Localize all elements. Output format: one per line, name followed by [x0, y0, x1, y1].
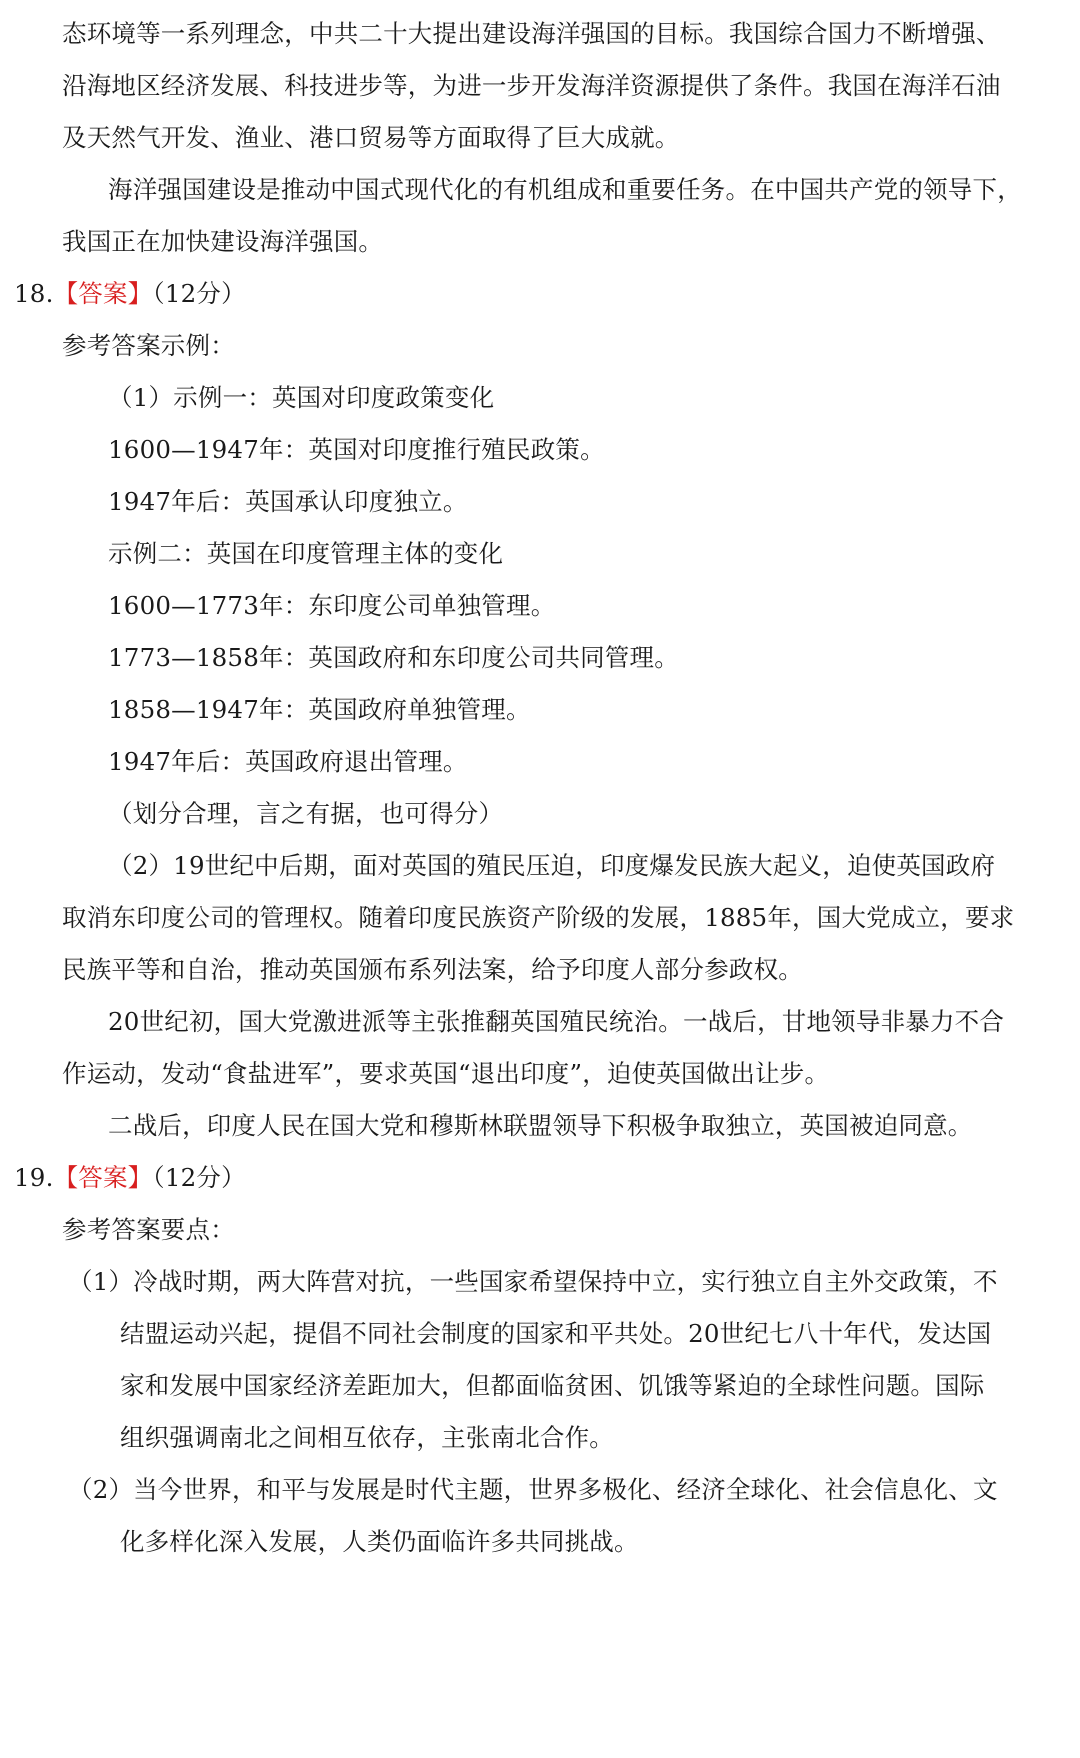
- q18-ex1-item-1: 1600—1947年：英国对印度推行殖民政策。: [108, 435, 605, 464]
- q18-score: （12分）: [152, 279, 246, 308]
- intro-line-3: 及天然气开发、渔业、港口贸易等方面取得了巨大成就。: [62, 123, 680, 152]
- q18-ref-heading: 参考答案示例：: [62, 331, 235, 360]
- q18-ex2-item-4: 1947年后：英国政府退出管理。: [108, 747, 468, 776]
- intro-line-2: 沿海地区经济发展、科技进步等，为进一步开发海洋资源提供了条件。我国在海洋石油: [62, 71, 1001, 100]
- q18-part2-line-1: （2）19世纪中后期，面对英国的殖民压迫，印度爆发民族大起义，迫使英国政府: [108, 851, 996, 880]
- intro-line-1: 态环境等一系列理念，中共二十大提出建设海洋强国的目标。我国综合国力不断增强、: [62, 19, 1001, 48]
- q19-part1-line-4: 组织强调南北之间相互依存，主张南北合作。: [120, 1423, 614, 1452]
- q18-part2b-line-2: 作运动，发动“食盐进军”，要求英国“退出印度”，迫使英国做出让步。: [62, 1059, 830, 1088]
- intro-para2-line-1: 海洋强国建设是推动中国式现代化的有机组成和重要任务。在中国共产党的领导下，: [108, 175, 1022, 204]
- q18-note: （划分合理，言之有据，也可得分）: [108, 799, 504, 828]
- q19-part1-line-1: （1）冷战时期，两大阵营对抗，一些国家希望保持中立，实行独立自主外交政策，不: [68, 1267, 998, 1296]
- q18-part2-line-2: 取消东印度公司的管理权。随着印度民族资产阶级的发展，1885年，国大党成立，要求: [62, 903, 1015, 932]
- q18-answer-label: 【答案】: [53, 279, 153, 308]
- q19-score: （12分）: [152, 1163, 246, 1192]
- q18-ex2-item-1: 1600—1773年：东印度公司单独管理。: [108, 591, 556, 620]
- q18-part2b-line-1: 20世纪初，国大党激进派等主张推翻英国殖民统治。一战后，甘地领导非暴力不合: [108, 1007, 1005, 1036]
- q19-part1-line-2: 结盟运动兴起，提倡不同社会制度的国家和平共处。20世纪七八十年代，发达国: [120, 1319, 992, 1348]
- q18-ex1-item-2: 1947年后：英国承认印度独立。: [108, 487, 468, 516]
- q18-number: 18.: [14, 279, 54, 308]
- intro-para2-line-2: 我国正在加快建设海洋强国。: [62, 227, 384, 256]
- q19-number: 19.: [14, 1163, 54, 1192]
- q19-header: [14, 1162, 246, 1194]
- q19-part2-line-1: （2）当今世界，和平与发展是时代主题，世界多极化、经济全球化、社会信息化、文: [68, 1475, 998, 1504]
- q18-header: [14, 278, 246, 310]
- q18-ex2-item-2: 1773—1858年：英国政府和东印度公司共同管理。: [108, 643, 679, 672]
- q19-ref-heading: 参考答案要点：: [62, 1215, 235, 1244]
- q18-part2c: 二战后，印度人民在国大党和穆斯林联盟领导下积极争取独立，英国被迫同意。: [108, 1111, 973, 1140]
- q18-ex2-item-3: 1858—1947年：英国政府单独管理。: [108, 695, 531, 724]
- q19-answer-label: 【答案】: [53, 1163, 153, 1192]
- q18-ex2-title: 示例二：英国在印度管理主体的变化: [108, 539, 504, 568]
- q18-part1-title: （1）示例一：英国对印度政策变化: [108, 383, 495, 412]
- q18-part2-line-3: 民族平等和自治，推动英国颁布系列法案，给予印度人部分参政权。: [62, 955, 803, 984]
- q19-part1-line-3: 家和发展中国家经济差距加大，但都面临贫困、饥饿等紧迫的全球性问题。国际: [120, 1371, 985, 1400]
- q19-part2-line-2: 化多样化深入发展，人类仍面临许多共同挑战。: [120, 1527, 639, 1556]
